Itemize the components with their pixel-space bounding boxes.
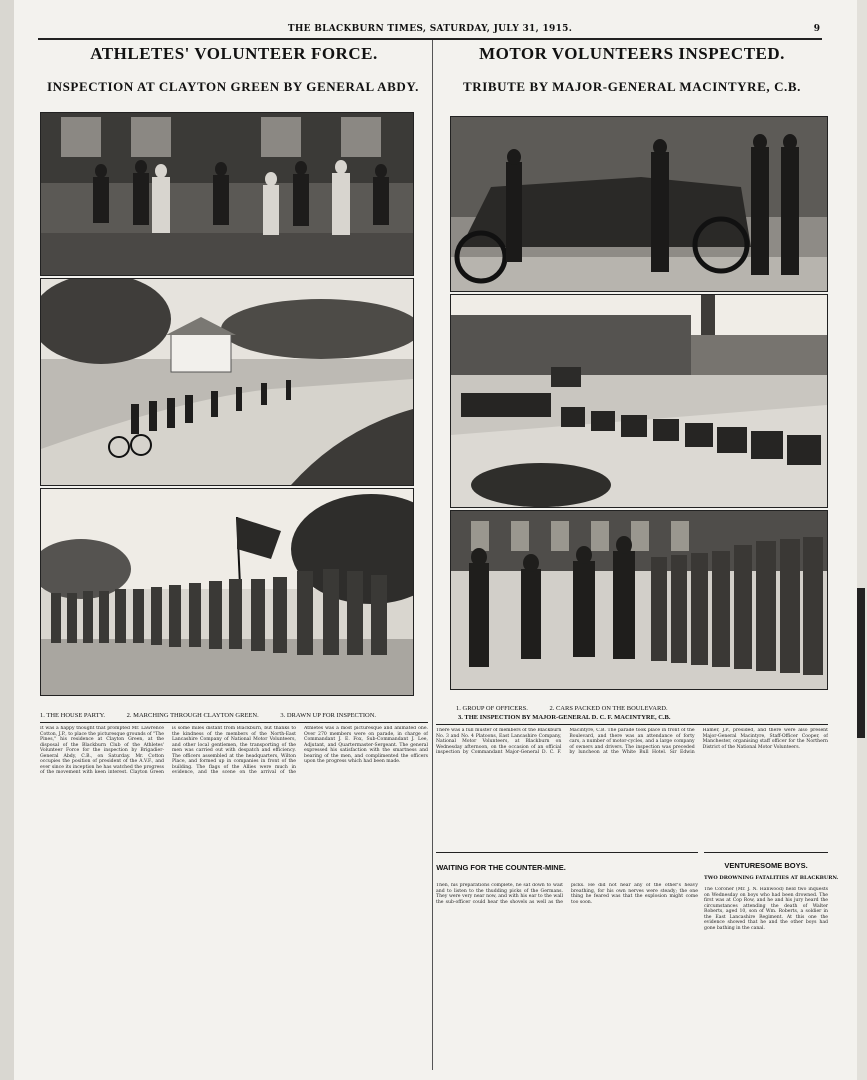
counter-mine-box [436, 852, 698, 1077]
left-subheadline: INSPECTION AT CLAYTON GREEN BY GENERAL ABDY. [46, 79, 420, 94]
photo-cars-packed [450, 294, 828, 508]
marching-image [41, 279, 413, 485]
page-number: 9 [813, 24, 820, 34]
left-headline: ATHLETES' VOLUNTEER FORCE. [90, 44, 378, 63]
caption-inspection: 3. THE INSPECTION BY MAJOR-GENERAL D. C. F. MACINTYRE, C.B. [458, 714, 671, 721]
photo-inspection [450, 510, 828, 690]
photo-group-of-officers [450, 116, 828, 292]
cars-image [451, 295, 827, 507]
caption-marching: 2. MARCHING THROUGH CLAYTON GREEN. [126, 712, 259, 719]
photo-marching [40, 278, 414, 486]
masthead [40, 24, 820, 38]
venturesome-title: VENTURESOME BOYS. [724, 861, 808, 870]
column-divider [432, 40, 433, 1070]
photo-house-party [40, 112, 414, 276]
left-captions [40, 712, 428, 719]
scan-edge-left [0, 0, 14, 1080]
scan-edge-right [857, 0, 867, 1080]
photo-drawn-up [40, 488, 414, 696]
right-article-body: There was a full muster of members of the Blackburn No. 3 and No. 4 Platoons, East Lancashire Company, National Motor Volunteers, at Blackburn on Wednesday afternoon, on the occasion of an official inspection by Commandant Major-General D. C. F. Macintyre, C.B. The parade took place in front of the Boulevard, and there was an attendance of forty cars, a number of motor-cycles, and a large company of owners and drivers. The inspection was preceded by luncheon at the White Bull Hotel. Sir Edwin Hamer, J.P., presided, and there were also present Major-General Macintyre, Staff-Officer Cooper, of Manchester, organising staff officer for the Northern District of the National Motor Volunteers. [436, 728, 828, 755]
masthead-rule [38, 38, 822, 40]
caption-cars-packed: 2. CARS PACKED ON THE BOULEVARD. [549, 705, 668, 712]
venturesome-body: The Coroner (Mr. J. N. Hanwood) held two inquests on Wednesday on boys who had been drowned. The first was at Cop Row, and he and his jury heard the circumstances attending the death of Walter Roberts, aged 10, son of Wm. Roberts, a soldier in the East Lancashire Regiment. At this one the evidence showed that he and the other boys had gone bathing in the canal. [704, 887, 828, 931]
inspection-image [451, 511, 827, 689]
caption-drawn-up: 3. DRAWN UP FOR INSPECTION. [280, 712, 377, 719]
house-party-image [41, 113, 413, 275]
binding-mark [857, 588, 865, 738]
counter-mine-title: WAITING FOR THE COUNTER-MINE. [436, 863, 566, 872]
right-captions [456, 705, 828, 712]
right-subheadline: TRIBUTE BY MAJOR-GENERAL MACINTYRE, C.B. [462, 79, 802, 94]
left-article-body: It was a happy thought that prompted Mr. Lawrence Cotton, J.P., to place the picturesque grounds of "The Pines," his residence at Clayton Green, at the disposal of the Blackburn Club of the Athletes' Volunteer Force for the inspection by Brigadier-General Abdy, C.B., on Saturday. Mr. Cotton occupies the position of president of the A.V.F., and ever since its inception he has watched the progress of the movement with keen interest. Clayton Green is some miles distant from Blackburn, but thanks to the kindness of the members of the North-East Lancashire Company of National Motor Volunteers, and other local gentlemen, the transporting of the men was carried out with despatch and efficiency. The officers assembled at the headquarters, Wilton Place, and formed up in companies in front of the building. The flags of the Allies were much in evidence, and the scene on the arrival of the Athletes was a most picturesque and animated one. Over 270 members were on parade, in charge of Commandant J. E. Fox, Sub-Commandant J. Lee, Adjutant, and Quartermaster-Sergeant. The general expressed his satisfaction with the smartness and bearing of the men, and complimented the officers upon the progress which had been made. [40, 726, 428, 775]
right-caption-rule [436, 724, 828, 725]
officers-image [451, 117, 827, 291]
counter-mine-body: Then, his preparations complete, he sat down to wait and to listen to the thudding picks of the Germans. They were very near now, and with his ear to the wall the sub-officer could hear the shovels as well as the picks. He did not hear any of the other's heavy breathing, for his own nerves were steady; the one thing he feared was that the explosion might come too soon. [436, 883, 698, 905]
left-caption-rule [40, 722, 428, 723]
right-headline: MOTOR VOLUNTEERS INSPECTED. [479, 44, 785, 63]
caption-house-party: 1. THE HOUSE PARTY. [40, 712, 106, 719]
masthead-title: THE BLACKBURN TIMES, SATURDAY, JULY 31, 1915. [287, 24, 573, 34]
caption-group-of-officers: 1. GROUP OF OFFICERS. [456, 705, 528, 712]
venturesome-box [704, 852, 839, 1077]
venturesome-subtitle: TWO DROWNING FATALITIES AT BLACKBURN. [704, 875, 839, 881]
drawn-up-image [41, 489, 413, 695]
